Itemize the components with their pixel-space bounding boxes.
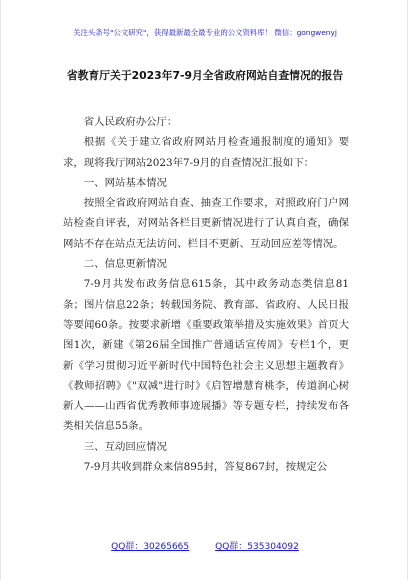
section-heading-1: 一、网站基本情况 xyxy=(83,176,167,189)
document-body xyxy=(63,112,349,477)
footer-qq-group-1[interactable]: QQ群：30265665 xyxy=(111,542,190,552)
paragraph-intro: 根据《关于建立省政府网站月检查通报制度的通知》要求，现将我厅网站2023年7-9月的自查情况汇报如下： xyxy=(63,136,349,169)
salutation: 省人民政府办公厅： xyxy=(83,116,178,128)
section-heading-3: 三、互动回应情况 xyxy=(83,440,167,453)
paragraph-site-overview: 按照全省政府网站自查、抽查工作要求，对照政府门户网站检查自评表，对网站各栏目更新情况进行了认真自查，确保网站不存在站点无法访问、栏目不更新、互动回应差等情况。 xyxy=(63,197,349,250)
footer-qq-groups xyxy=(1,539,408,552)
header-promo-note: 关注头条号"公文研究"，获得最新最全最专业的公文资料库！ 微信：gongwenyj xyxy=(73,28,337,37)
footer-qq-group-2[interactable]: QQ群：535304092 xyxy=(215,542,299,552)
document-title: 省教育厅关于2023年7-9月全省政府网站自查情况的报告 xyxy=(66,69,344,82)
paragraph-info-updates: 7-9月共发布政务信息615条，其中政务动态类信息81条；图片信息22条；转载国务院、教育部、省政府、人民日报等要闻60条。按要求新增《重要政策举措及实施效果》首页大图1次，新建《第26届全国推广普通话宣传周》专栏1个，更新《学习贯彻习近平新时代中国特色社会主义思想主题教育》《教师招聘》《"双减"进行时》《启智增慧育桃李，传道润心树新人——山西省优秀教师事迹展播》等专题专栏，持续发布各类相关信息55条。 xyxy=(63,278,349,433)
paragraph-interaction: 7-9月共收到群众来信895封，答复867封，按规定公 xyxy=(83,461,328,474)
section-heading-2: 二、信息更新情况 xyxy=(83,258,167,271)
